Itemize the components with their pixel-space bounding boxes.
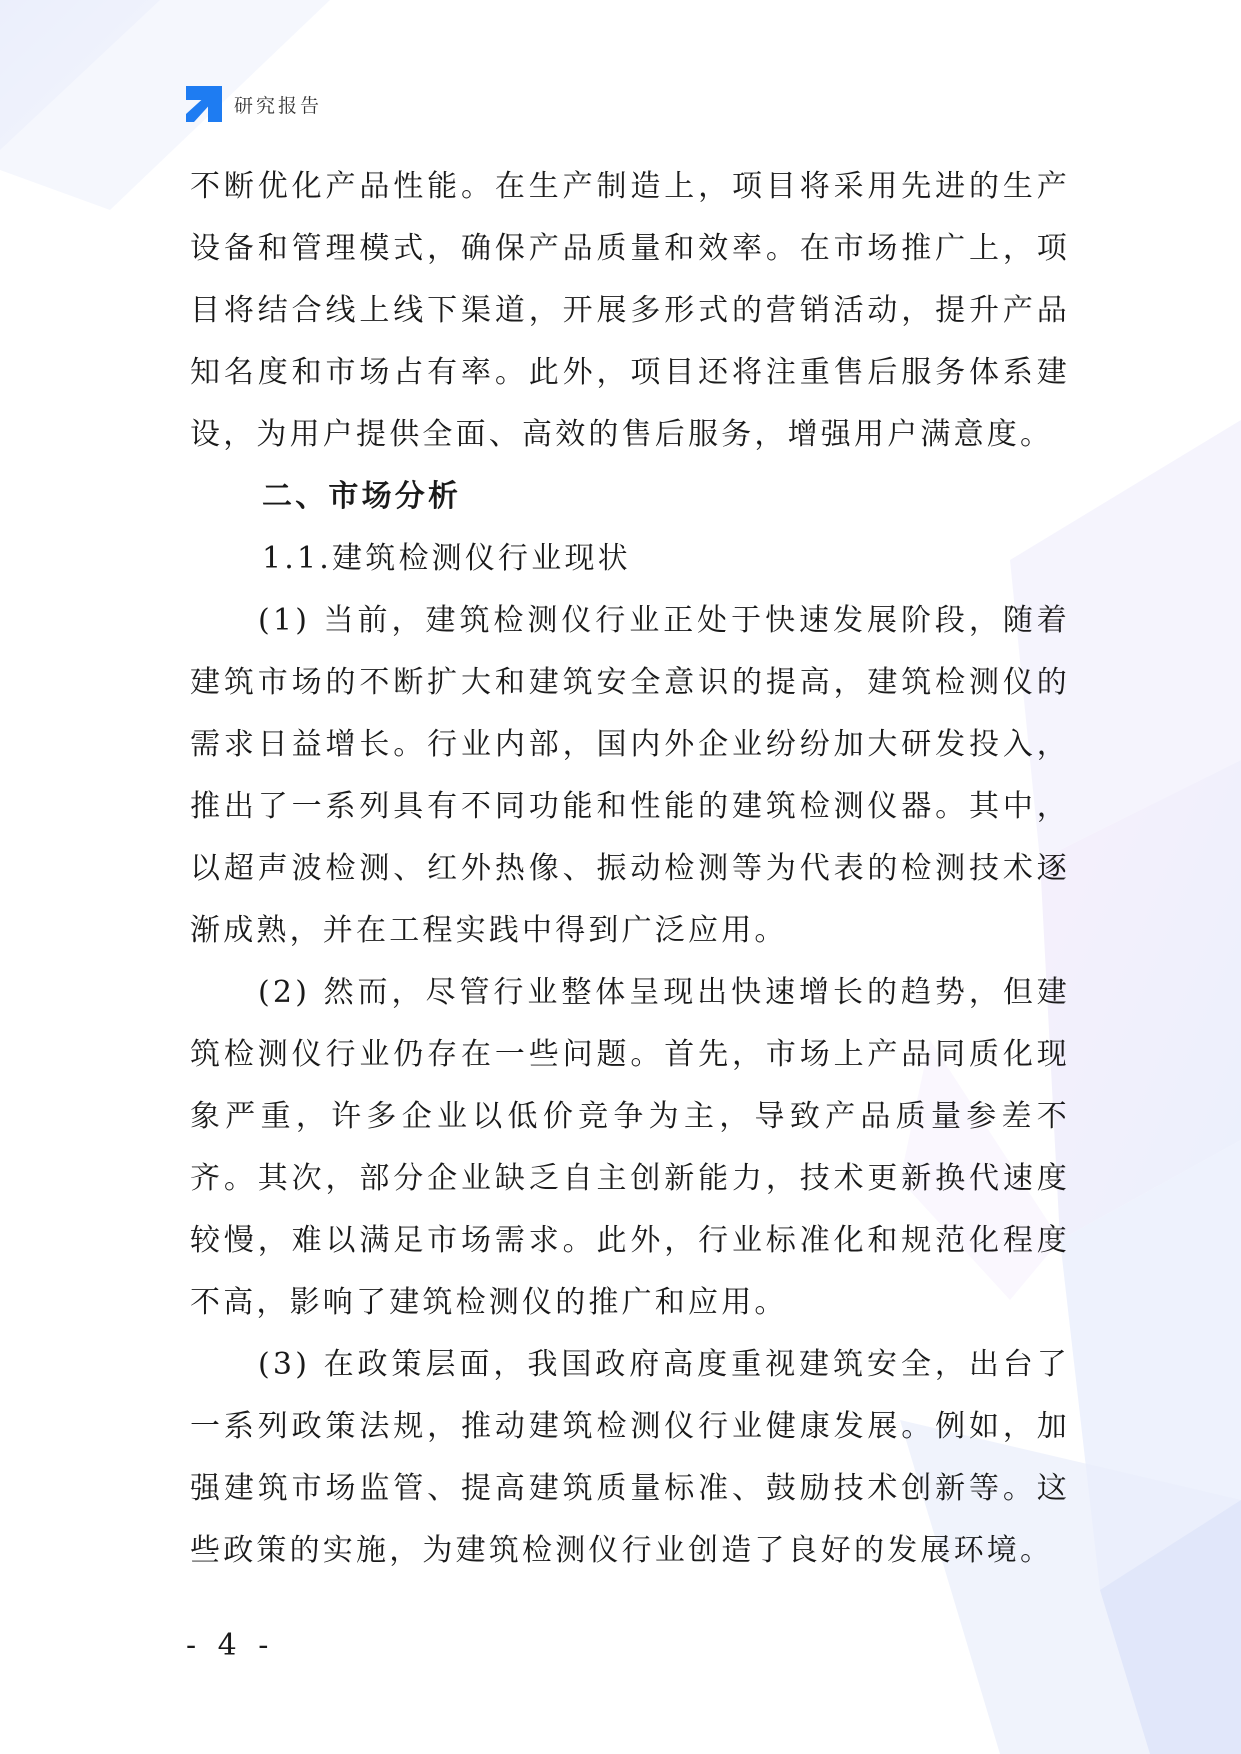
paragraph-3: (3) 在政策层面，我国政府高度重视建筑安全，出台了一系列政策法规，推动建筑检测仪行业健康发展。例如，加强建筑市场监管、提高建筑质量标准、鼓励技术创新等。这些政策的实施，为建筑检测仪行业创造了良好的发展环境。	[190, 1347, 1070, 1568]
report-header	[186, 86, 322, 122]
paragraph-1: (1) 当前，建筑检测仪行业正处于快速发展阶段，随着建筑市场的不断扩大和建筑安全意识的提高，建筑检测仪的需求日益增长。行业内部，国内外企业纷纷加大研发投入，推出了一系列具有不同功能和性能的建筑检测仪器。其中，以超声波检测、红外热像、振动检测等为代表的检测技术逐渐成熟，并在工程实践中得到广泛应用。	[190, 603, 1070, 948]
arrow-up-right-icon	[186, 86, 222, 122]
section-heading: 二、市场分析	[262, 479, 462, 514]
intro-paragraph: 不断优化产品性能。在生产制造上，项目将采用先进的生产设备和管理模式，确保产品质量和效率。在市场推广上，项目将结合线上线下渠道，开展多形式的营销活动，提升产品知名度和市场占有率。此外，项目还将注重售后服务体系建设，为用户提供全面、高效的售后服务，增强用户满意度。	[190, 169, 1070, 452]
page-number: - 4 -	[186, 1628, 275, 1663]
report-type-label: 研究报告	[234, 94, 323, 117]
document-body	[190, 156, 1070, 1582]
subsection-heading: 1.1.建筑检测仪行业现状	[262, 541, 631, 576]
paragraph-2: (2) 然而，尽管行业整体呈现出快速增长的趋势，但建筑检测仪行业仍存在一些问题。首先，市场上产品同质化现象严重，许多企业以低价竞争为主，导致产品质量参差不齐。其次，部分企业缺乏自主创新能力，技术更新换代速度较慢，难以满足市场需求。此外，行业标准化和规范化程度不高，影响了建筑检测仪的推广和应用。	[190, 975, 1070, 1320]
